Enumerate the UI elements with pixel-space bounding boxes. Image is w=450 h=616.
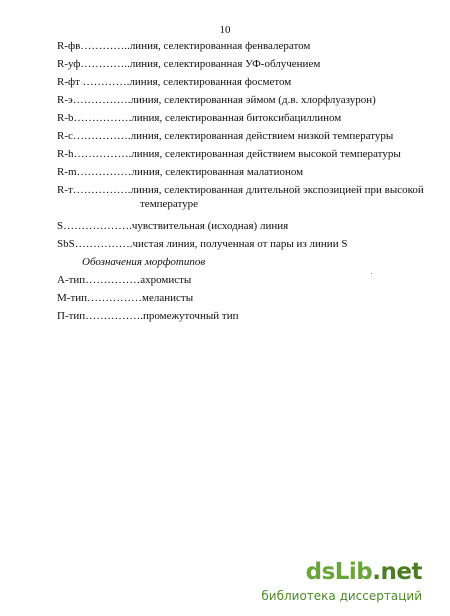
abbreviation-list [57, 40, 424, 328]
abbreviation-line: SbS…………….чистая линия, полученная от пары из линии S [57, 238, 348, 250]
logo-part-lib: Lib [334, 559, 373, 585]
abbreviation-line: R-m……………линия, селектированная малатионом [57, 166, 304, 178]
abbreviation-line: R-b…………….линия, селектированная битоксибациллином [57, 112, 342, 124]
abbreviation-line: R-э…………….линия, селектированная эймом (д.в. хлорфлуазурон) [57, 94, 376, 106]
abbreviation-line: R-c…………….линия, селектированная действием низкой температуры [57, 130, 394, 142]
watermark-subtitle: библиотека диссертаций [261, 589, 422, 603]
morphotypes-heading: Обозначения морфотипов [82, 256, 206, 268]
abbreviation-line: R-т…………….линия, селектированная длительной экспозицией при высокой [57, 184, 424, 196]
abbreviation-continuation: температуре [140, 198, 199, 210]
logo-part-net: .net [372, 559, 422, 585]
logo-part-ds: ds [305, 559, 335, 585]
abbreviation-line: R-фт ………….линия, селектированная фосметом [57, 76, 292, 88]
abbreviation-line: R-фв…………..линия, селектированная фенвалератом [57, 40, 311, 52]
abbreviation-line: R-h…………….линия, селектированная действием высокой температуры [57, 148, 401, 160]
abbreviation-line: R-уф…………..линия, селектированная УФ-облучением [57, 58, 321, 70]
morphotype-line: А-тип……………ахромисты [57, 274, 192, 286]
abbreviation-line: S……………….чувствительная (исходная) линия [57, 220, 289, 232]
dslib-watermark[interactable] [257, 558, 422, 606]
morphotype-line: П-тип…………….промежуточный тип [57, 310, 239, 322]
page-number: 10 [219, 24, 231, 36]
morphotype-line: М-тип……………меланисты [57, 292, 194, 304]
dslib-logo [306, 558, 422, 586]
scan-speck [371, 273, 372, 274]
